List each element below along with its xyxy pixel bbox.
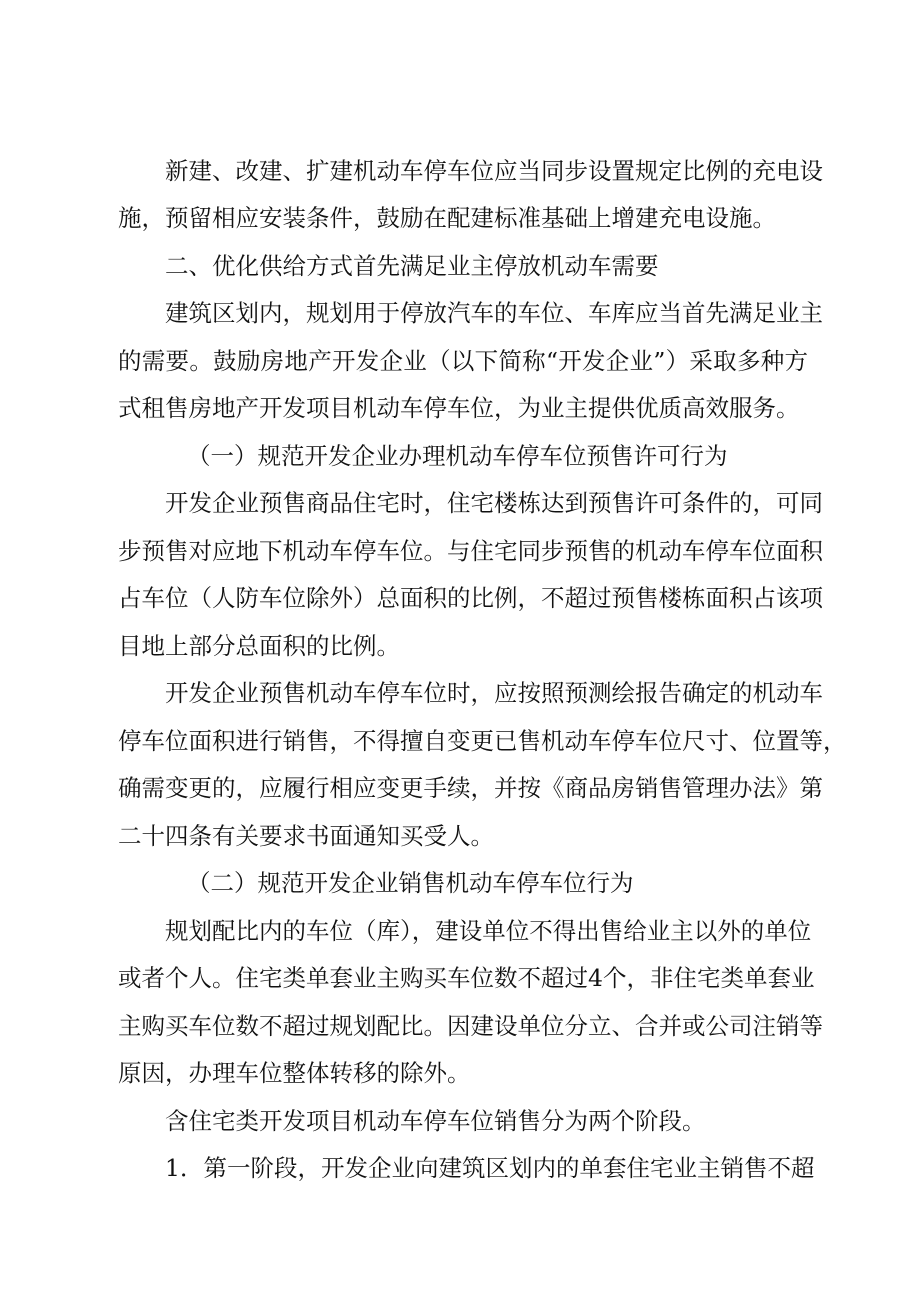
paragraph-line: 含住宅类开发项目机动车停车位销售分为两个阶段。 [165,1107,706,1135]
paragraph-line: 施，预留相应安装条件，鼓励在配建标准基础上增建充电设施。 [118,204,776,232]
paragraph-line: 建筑区划内，规划用于停放汽车的车位、车库应当首先满足业主 [165,299,823,327]
paragraph-line: 确需变更的，应履行相应变更手续，并按《商品房销售管理办法》第 [118,774,823,802]
paragraph-line: 式租售房地产开发项目机动车停车位，为业主提供优质高效服务。 [118,394,800,422]
subsection-heading: （二）规范开发企业销售机动车停车位行为 [187,869,634,897]
paragraph-line: 步预售对应地下机动车停车位。与住宅同步预售的机动车停车位面积 [118,537,823,565]
paragraph-line: 原因，办理车位整体转移的除外。 [118,1059,471,1087]
paragraph-line: 占车位（人防车位除外）总面积的比例，不超过预售楼栋面积占该项 [118,584,823,612]
paragraph-line: 开发企业预售机动车停车位时，应按照预测绘报告确定的机动车 [165,679,823,707]
list-item-line: 1．第一阶段，开发企业向建筑区划内的单套住宅业主销售不超 [165,1154,815,1182]
paragraph-line: 新建、改建、扩建机动车停车位应当同步设置规定比例的充电设 [165,157,823,185]
paragraph-line: 的需要。鼓励房地产开发企业（以下简称“开发企业”）采取多种方 [118,347,808,375]
paragraph-line: 主购买车位数不超过规划配比。因建设单位分立、合并或公司注销等 [118,1012,823,1040]
paragraph-line: 或者个人。住宅类单套业主购买车位数不超过4个，非住宅类单套业 [118,964,815,992]
paragraph-line: 规划配比内的车位（库），建设单位不得出售给业主以外的单位 [165,917,812,945]
paragraph-line: 停车位面积进行销售，不得擅自变更已售机动车停车位尺寸、位置等， [118,727,847,755]
paragraph-line: 目地上部分总面积的比例。 [118,632,400,660]
paragraph-line: 开发企业预售商品住宅时，住宅楼栋达到预售许可条件的，可同 [165,489,823,517]
subsection-heading: （一）规范开发企业办理机动车停车位预售许可行为 [187,442,728,470]
section-heading: 二、优化供给方式首先满足业主停放机动车需要 [165,252,659,280]
paragraph-line: 二十四条有关要求书面通知买受人。 [118,822,494,850]
